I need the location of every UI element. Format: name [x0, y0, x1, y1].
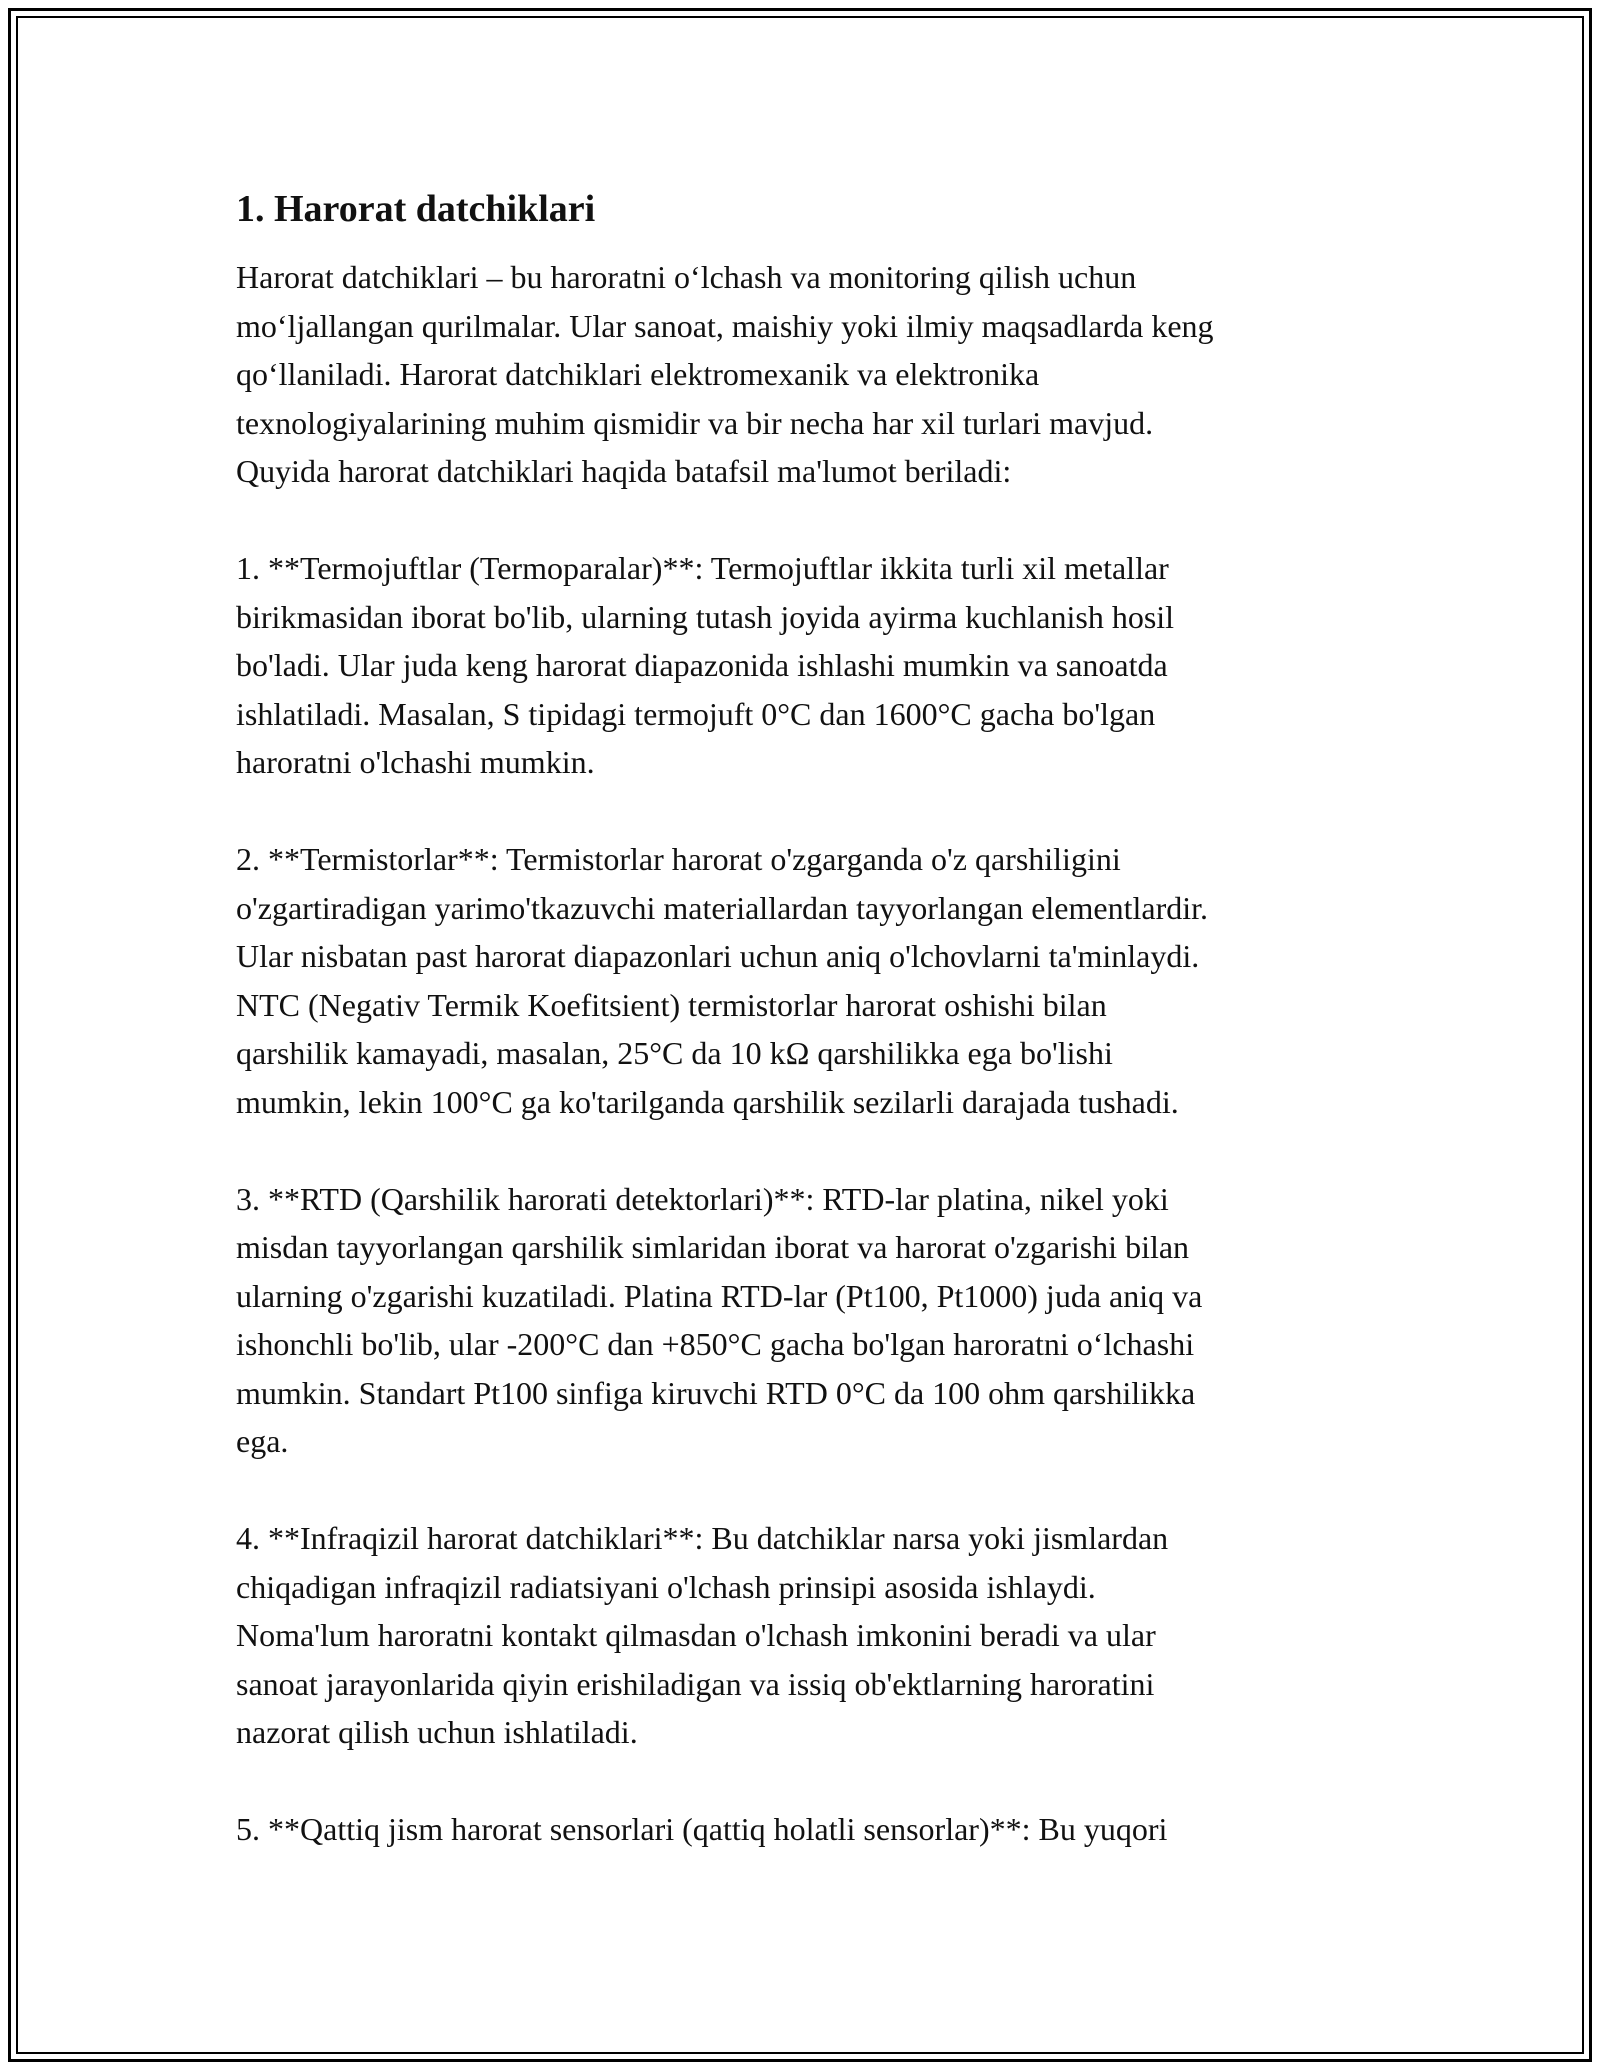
- text-line: ega.: [236, 1423, 289, 1459]
- text-line: NTC (Negativ Termik Koefitsient) termistorlar harorat oshishi bilan: [236, 986, 1107, 1023]
- text-line: ishonchli bo'lib, ular -200°C dan +850°C gacha bo'lgan haroratni oʻlchashi: [236, 1326, 1195, 1362]
- text-line: texnologiyalarining muhim qismidir va bir necha har xil turlari mavjud.: [236, 404, 1154, 441]
- section-heading: 1. Harorat datchiklari: [236, 188, 596, 230]
- text-line: birikmasidan iborat bo'lib, ularning tutash joyida ayirma kuchlanish hosil: [236, 598, 1175, 635]
- text-line: qoʻllaniladi. Harorat datchiklari elektromexanik va elektronika: [236, 356, 1040, 392]
- infrared-paragraph: [236, 1514, 1376, 1757]
- thermocouple-paragraph: [236, 544, 1376, 787]
- intro-paragraph: [236, 253, 1376, 496]
- text-line: chiqadigan infraqizil radiatsiyani o'lchash prinsipi asosida ishlaydi.: [236, 1568, 1096, 1605]
- text-line: 4. **Infraqizil harorat datchiklari**: Bu datchiklar narsa yoki jismlardan: [236, 1520, 1169, 1556]
- text-line: Ular nisbatan past harorat diapazonlari uchun aniq o'lchovlarni ta'minlaydi.: [236, 938, 1200, 974]
- text-line: ishlatiladi. Masalan, S tipidagi termojuft 0°C dan 1600°C gacha bo'lgan: [236, 695, 1156, 732]
- text-line: mumkin, lekin 100°C ga ko'tarilganda qarshilik sezilarli darajada tushadi.: [236, 1083, 1179, 1120]
- text-line: Noma'lum haroratni kontakt qilmasdan o'lchash imkonini beradi va ular: [236, 1617, 1156, 1653]
- text-line: haroratni o'lchashi mumkin.: [236, 744, 595, 780]
- text-line: Quyida harorat datchiklari haqida batafsil ma'lumot beriladi:: [236, 453, 1012, 489]
- text-line: nazorat qilish uchun ishlatiladi.: [236, 1714, 638, 1750]
- text-line: 3. **RTD (Qarshilik harorati detektorlari)**: RTD-lar platina, nikel yoki: [236, 1180, 1169, 1217]
- text-line: o'zgartiradigan yarimo'tkazuvchi materiallardan tayyorlangan elementlardir.: [236, 889, 1208, 926]
- thermistor-paragraph: [236, 835, 1376, 1126]
- text-line: 1. **Termojuftlar (Termoparalar)**: Termojuftlar ikkita turli xil metallar: [236, 550, 1169, 586]
- text-line: qarshilik kamayadi, masalan, 25°C da 10 kΩ qarshilikka ega bo'lishi: [236, 1035, 1113, 1071]
- rtd-paragraph: [236, 1175, 1376, 1466]
- solid-state-paragraph: [236, 1805, 1376, 1854]
- text-line: mumkin. Standart Pt100 sinfiga kiruvchi RTD 0°C da 100 ohm qarshilikka: [236, 1374, 1196, 1411]
- text-line: ularning o'zgarishi kuzatiladi. Platina RTD-lar (Pt100, Pt1000) juda aniq va: [236, 1277, 1203, 1314]
- text-line: 2. **Termistorlar**: Termistorlar harorat o'zgarganda o'z qarshiligini: [236, 841, 1121, 877]
- text-line: Harorat datchiklari – bu haroratni oʻlchash va monitoring qilish uchun: [236, 259, 1137, 295]
- text-line: sanoat jarayonlarida qiyin erishiladigan va issiq ob'ektlarning haroratini: [236, 1665, 1155, 1702]
- text-line: moʻljallangan qurilmalar. Ular sanoat, maishiy yoki ilmiy maqsadlarda keng: [236, 307, 1214, 344]
- text-line: 5. **Qattiq jism harorat sensorlari (qattiq holatli sensorlar)**: Bu yuqori: [236, 1811, 1168, 1847]
- text-line: bo'ladi. Ular juda keng harorat diapazonida ishlashi mumkin va sanoatda: [236, 647, 1168, 683]
- text-line: misdan tayyorlangan qarshilik simlaridan iborat va harorat o'zgarishi bilan: [236, 1229, 1190, 1265]
- document-body: [236, 185, 1376, 1902]
